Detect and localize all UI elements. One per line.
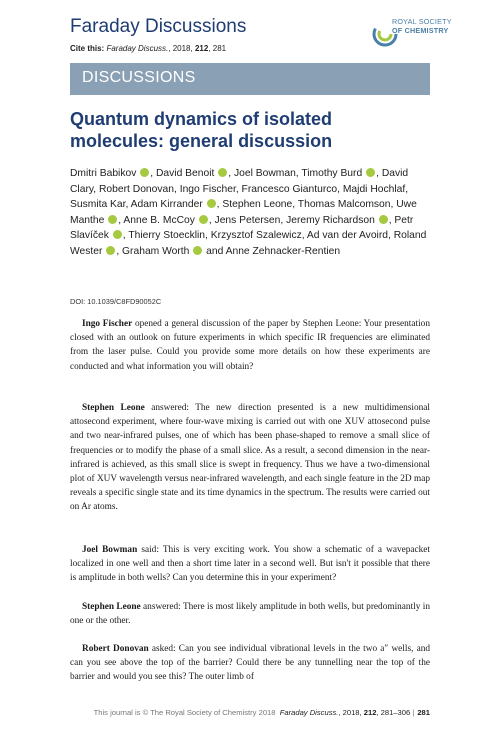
paragraph-text: answered: There is most likely amplitude in both wells, but predominantly in one or the other. [70,602,430,627]
author-name: Ad van der Avoird [306,230,388,242]
author-name: Timothy Burd [301,168,363,179]
author-name: Uwe Manthe [70,199,417,226]
section-banner-label: DISCUSSIONS [82,69,196,86]
orcid-icon[interactable] [113,230,122,239]
orcid-icon[interactable] [218,168,227,177]
author-name: Jeremy Richardson [286,214,375,226]
cite-journal: Faraday Discuss. [106,44,169,53]
orcid-icon[interactable] [366,168,375,177]
orcid-icon[interactable] [108,215,117,224]
discussion-paragraph [70,600,430,628]
journal-title: Faraday Discussions [70,16,247,37]
rsc-logo-text [392,18,452,35]
author-name: Joel Bowman [233,168,296,179]
footer-volume: 212 [363,708,377,717]
author-name: Dmitri Babikov [70,168,137,179]
author-name: Petr Slavíček [70,214,414,242]
author-name: Francesco Gianturco [241,183,338,195]
cite-volume: 212 [194,44,209,53]
author-name: Anne B. McCoy [123,214,195,226]
discussion-paragraph [70,401,430,515]
orcid-icon[interactable] [207,199,216,208]
speaker-name: Robert Donovan [82,644,149,654]
author-list: Dmitri Babikov , David Benoit , Joel Bowman, Timothy Burd , David Clary, Robert Donovan, Ingo Fischer, Francesco Gianturco, Majdi Hochlaf, Susmita Kar, Adam Kirrander , Stephen Leone, Thomas Malcomson, Uwe Manthe , Anne B. McCoy , Jens Petersen, Jeremy Richardson , Petr Slavíček , Thierry Stoecklin, Krzysztof Szalewicz, Ad van der Avoird, Roland Wester , Graham Worth and Anne Zehnacker-Rentien [70,168,427,257]
author-name: Susmita Kar [70,199,126,211]
author-name: Thomas Malcomson [297,199,391,211]
footer-separator: | [412,708,415,717]
orcid-icon[interactable] [379,215,388,224]
footer-year: , 2018, [338,708,364,717]
author-name: Graham Worth [122,245,190,257]
article-title: Quantum dynamics of isolated molecules: general discussion [70,109,333,151]
logo-line1: ROYAL SOCIETY [392,17,452,26]
author-name: Adam Kirrander [130,199,203,211]
doi: DOI: 10.1039/C8FD90052C [70,297,162,306]
author-name: Krzysztof Szalewicz [210,230,302,242]
orcid-icon[interactable] [140,168,149,177]
cite-year: , 2018, [168,44,195,53]
author-name: David Benoit [155,168,215,179]
paragraph-text: asked: Can you see individual vibrational levels in the two a″ wells, and can you see above the top of the barrier? Could there be any tunnelling near the top of the barrier and would you see this? The outer limb of [70,644,430,683]
paragraph-text: opened a general discussion of the paper by Stephen Leone: Your presentation closed with an outlook on future experiments in which specific IR frequencies are eliminated from the laser pulse. Could you provide some more details on how these experiments are conducted and what information you will obtain? [70,319,430,372]
author-name: David Clary [70,168,409,195]
author-name: Stephen Leone [222,199,293,211]
footer-journal: Faraday Discuss. [279,708,339,717]
footer-prefix: This journal is © The Royal Society of Chemistry 2018 [93,708,276,717]
author-name: Ingo Fischer [179,183,236,195]
footer-page-number: 281 [417,708,430,717]
paragraph-text: answered: The new direction presented is a new multidimensional attosecond experiment, where four-wave mixing is carried out with one XUV attosecond pulse and two near-infrared pulses, one of which has been phase-shaped to remove a small slice of frequencies or to modify the phase of a small slice. As a result, a second dimension in the near-infrared is achieved, as this small slice is swept in frequency. Thus we have a two-dimensional plot of XUV wavelength versus near-infrared wavelength, and each single feature in the 2D map reveals a specific single state and its time dynamics in the spectrum. The results were carried out on Ar atoms. [70,403,430,513]
cite-page: , 281 [208,44,227,53]
author-name: Jens Petersen [214,214,281,226]
speaker-name: Ingo Fischer [82,319,133,329]
logo-line2: OF CHEMISTRY [392,25,449,35]
page-footer [70,708,430,717]
speaker-name: Stephen Leone [82,403,145,413]
orcid-icon[interactable] [106,246,115,255]
author-name: Roland Wester [70,230,427,257]
cite-prefix: Cite this: [70,44,107,53]
section-banner [70,63,430,95]
author-name: Majdi Hochlaf [342,183,406,195]
orcid-icon[interactable] [193,246,202,255]
discussion-paragraph [70,642,430,685]
speaker-name: Joel Bowman [82,545,138,555]
author-name: Thierry Stoecklin [128,230,206,242]
orcid-icon[interactable] [199,215,208,224]
speaker-name: Stephen Leone [82,602,141,612]
paragraph-text: said: This is very exciting work. You show a schematic of a wavepacket localized in one well and then a short time later in a second well. But isn't it possible that there is amplitude in both wells? Can you determine this in your experiment? [70,545,430,584]
citation-line [70,44,226,53]
discussion-paragraph [70,317,430,374]
author-name: Robert Donovan [99,183,174,195]
author-name: Anne Zehnacker-Rentien [225,245,341,257]
discussion-paragraph [70,543,430,586]
footer-pages: , 281–306 [376,708,411,717]
